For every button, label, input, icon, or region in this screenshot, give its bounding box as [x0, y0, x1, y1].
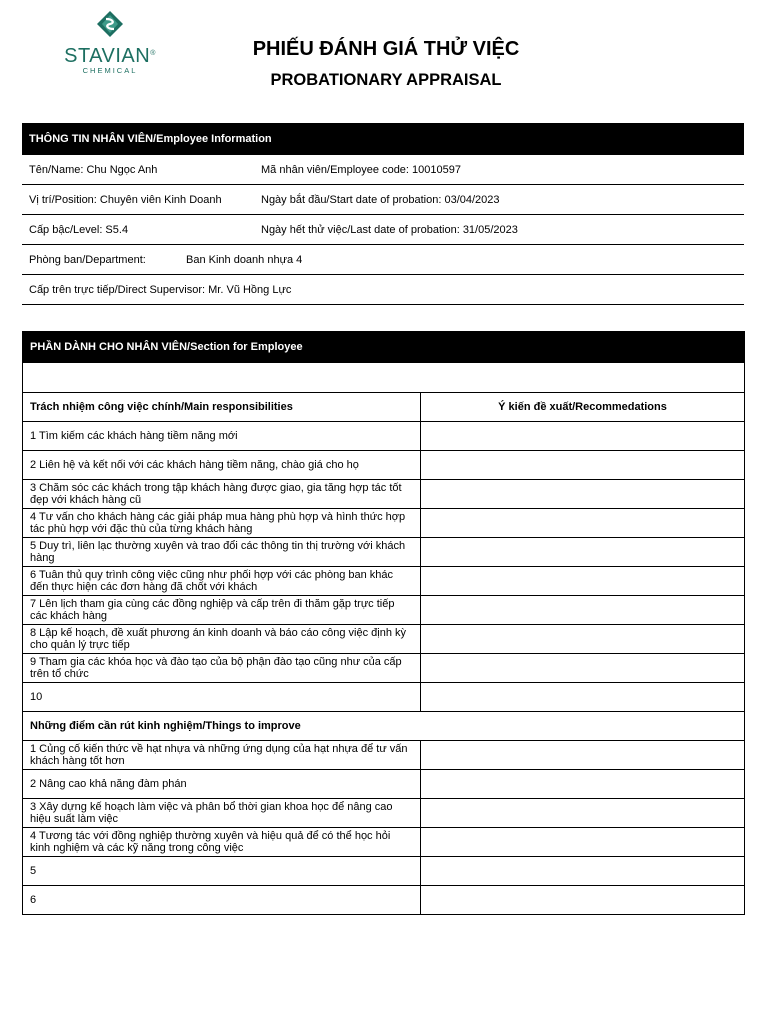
improvement-comment-cell[interactable] — [421, 828, 745, 857]
responsibility-item: 3 Chăm sóc các khách trong tập khách hàng được giao, gia tăng hợp tác tốt đẹp với khách hàng cũ — [23, 480, 421, 509]
recommendation-cell[interactable] — [421, 509, 745, 538]
improvement-item: 5 — [23, 857, 421, 886]
recommendation-cell[interactable] — [421, 451, 745, 480]
improvement-comment-cell[interactable] — [421, 741, 745, 770]
improvement-comment-cell[interactable] — [421, 770, 745, 799]
employee-info-heading: THÔNG TIN NHÂN VIÊN/Employee Information — [22, 124, 744, 155]
brand-name: STAVIAN® — [64, 45, 156, 67]
recommendation-cell[interactable] — [421, 480, 745, 509]
recommendation-cell[interactable] — [421, 625, 745, 654]
employee-code: Mã nhân viên/Employee code: 10010597 — [254, 155, 744, 185]
improvement-item: 2 Nâng cao khả năng đàm phán — [23, 770, 421, 799]
responsibility-item: 2 Liên hệ và kết nối với các khách hàng tiềm năng, chào giá cho họ — [23, 451, 421, 480]
improve-header: Những điểm cần rút kinh nghiệm/Things to improve — [23, 712, 745, 741]
employee-position: Vị trí/Position: Chuyên viên Kinh Doanh — [22, 185, 254, 215]
recommendations-header: Ý kiến đề xuất/Recommedations — [421, 393, 745, 422]
improvement-item: 1 Củng cố kiến thức về hạt nhựa và những ứng dụng của hạt nhựa để tư vấn khách hàng tốt hơn — [23, 741, 421, 770]
responsibility-item: 4 Tư vấn cho khách hàng các giải pháp mua hàng phù hợp và hình thức hợp tác phù hợp với đặc thù của từng khách hàng — [23, 509, 421, 538]
recommendation-cell[interactable] — [421, 683, 745, 712]
improvement-item: 3 Xây dựng kế hoạch làm việc và phân bổ thời gian khoa học để nâng cao hiệu suất làm việc — [23, 799, 421, 828]
blank-row — [23, 363, 745, 393]
responsibility-item: 7 Lên lịch tham gia cùng các đồng nghiệp và cấp trên đi thăm gặp trực tiếp các khách hàng — [23, 596, 421, 625]
employee-level: Cấp bậc/Level: S5.4 — [22, 215, 254, 245]
improvement-comment-cell[interactable] — [421, 799, 745, 828]
employee-info-table — [22, 123, 744, 305]
probation-start-date: Ngày bắt đầu/Start date of probation: 03/04/2023 — [254, 185, 744, 215]
document-title-vi: PHIẾU ĐÁNH GIÁ THỬ VIỆC — [252, 38, 520, 60]
employee-name: Tên/Name: Chu Ngọc Anh — [22, 155, 254, 185]
improvement-item: 4 Tương tác với đồng nghiệp thường xuyên và hiệu quả để có thể học hỏi kinh nghiệm và các kỹ năng trong công việc — [23, 828, 421, 857]
responsibility-item: 9 Tham gia các khóa học và đào tạo của bộ phận đào tạo cũng như của cấp trên tổ chức — [23, 654, 421, 683]
probation-last-date: Ngày hết thử việc/Last date of probation: 31/05/2023 — [254, 215, 744, 245]
recommendation-cell[interactable] — [421, 596, 745, 625]
responsibility-item: 8 Lập kế hoạch, đề xuất phương án kinh doanh và báo cáo công việc định kỳ cho quản lý trực tiếp — [23, 625, 421, 654]
direct-supervisor: Cấp trên trực tiếp/Direct Supervisor: Mr. Vũ Hồng Lực — [22, 275, 744, 305]
employee-section-table — [22, 331, 745, 915]
improvement-item: 6 — [23, 886, 421, 915]
responsibility-item: 5 Duy trì, liên lạc thường xuyên và trao đổi các thông tin thị trường với khách hàng — [23, 538, 421, 567]
responsibilities-header: Trách nhiệm công việc chính/Main responsibilities — [23, 393, 421, 422]
responsibility-item: 6 Tuân thủ quy trình công việc cũng như phối hợp với các phòng ban khác đến thực hiện các đơn hàng đã chốt với khách — [23, 567, 421, 596]
brand-subtitle: CHEMICAL — [82, 66, 138, 75]
recommendation-cell[interactable] — [421, 567, 745, 596]
employee-section-heading: PHẦN DÀNH CHO NHÂN VIÊN/Section for Employee — [23, 332, 745, 363]
document-title-en: PROBATIONARY APPRAISAL — [270, 71, 502, 89]
improvement-comment-cell[interactable] — [421, 857, 745, 886]
responsibility-item: 1 Tìm kiếm các khách hàng tiềm năng mới — [23, 422, 421, 451]
recommendation-cell[interactable] — [421, 654, 745, 683]
recommendation-cell[interactable] — [421, 422, 745, 451]
improvement-comment-cell[interactable] — [421, 886, 745, 915]
employee-department: Phòng ban/Department: Ban Kinh doanh nhựa 4 — [22, 245, 744, 275]
responsibility-item: 10 — [23, 683, 421, 712]
recommendation-cell[interactable] — [421, 538, 745, 567]
